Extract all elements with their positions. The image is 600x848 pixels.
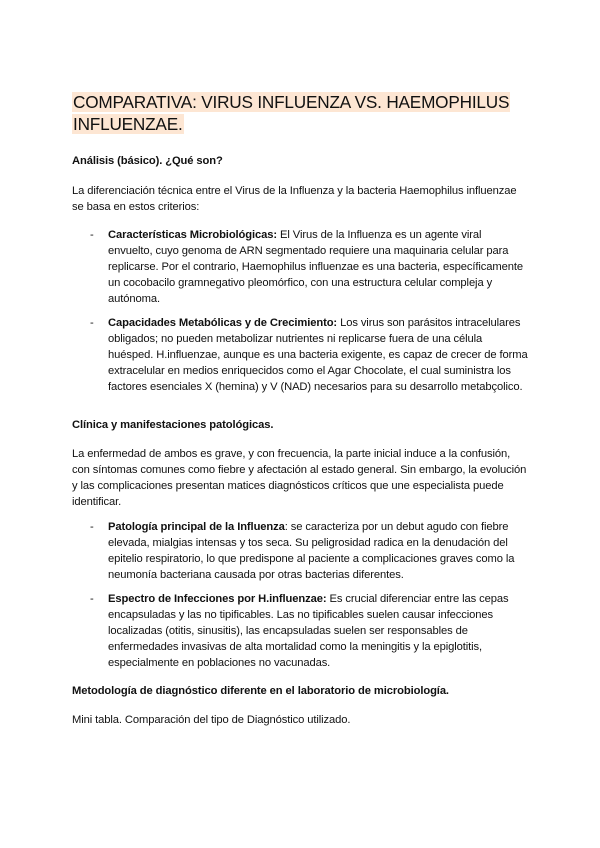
list-item-body: Los virus son parásitos intracelulares obligados; no pueden metabolizar nutrientes ni replicarse fuera de una célula huésped. H.influenzae, aunque es una bacteria exigente, es capaz de crecer de forma extracelular en medios enriquecidos como el Agar Chocolate, el cual suministra los factores esenciales X (hemina) y V (NAD) necesarios para su desarrollo metabçolico. bbox=[108, 317, 528, 393]
list-item-body: El Virus de la Influenza es un agente viral envuelto, cuyo genoma de ARN segmentado requiere una maquinaria celular para replicarse. Por el contrario, Haemophilus influenzae es una bacteria, específicamente un cocobacilo gramnegativo pleomórfico, con una estructura celular compleja y autónoma. bbox=[108, 229, 523, 305]
section-heading-clinica: Clínica y manifestaciones patológicas. bbox=[72, 419, 274, 431]
list-item-lead: Espectro de Infecciones por H.influenzae: bbox=[108, 593, 327, 605]
bullet-marker: - bbox=[90, 521, 94, 533]
list-item-body: Es crucial diferenciar entre las cepas encapsuladas y las no tipificables. Las no tipificables suelen causar infecciones localizadas (otitis, sinusitis), las encapsuladas suelen ser responsables de enfermedades invasivas de alta mortalidad como la meningitis y la epiglotitis, especialmente en poblaciones no vacunadas. bbox=[108, 593, 509, 669]
list-item-capacidades bbox=[90, 315, 528, 395]
list-item-caracteristicas bbox=[90, 227, 528, 307]
list-item-body: : se caracteriza por un debut agudo con fiebre elevada, mialgias intensas y tos seca. Su peligrosidad radica en la denudación del epitelio respiratorio, lo que predispone al paciente a complicaciones graves como la neumonía bacteriana causada por otras bacterias diferentes. bbox=[108, 521, 515, 581]
document-title-text: COMPARATIVA: VIRUS INFLUENZA VS. HAEMOPHILUS INFLUENZAE. bbox=[73, 92, 510, 134]
bullet-marker: - bbox=[90, 317, 94, 329]
bullet-marker: - bbox=[90, 593, 94, 605]
section-intro-metodologia: Mini tabla. Comparación del tipo de Diagnóstico utilizado. bbox=[72, 714, 351, 726]
section-heading-metodologia: Metodología de diagnóstico diferente en el laboratorio de microbiología. bbox=[72, 685, 449, 697]
list-item-lead: Capacidades Metabólicas y de Crecimiento: bbox=[108, 317, 338, 329]
document-title bbox=[72, 91, 512, 135]
bullet-marker: - bbox=[90, 229, 94, 241]
section-heading-analisis: Análisis (básico). ¿Qué son? bbox=[72, 155, 223, 167]
section-intro-analisis: La diferenciación técnica entre el Virus de la Influenza y la bacteria Haemophilus influenzae se basa en estos criterios: bbox=[72, 185, 517, 213]
list-item-patologia bbox=[90, 519, 528, 583]
list-item-lead: Características Microbiológicas: bbox=[108, 229, 278, 241]
list-item-espectro bbox=[90, 591, 528, 671]
list-item-lead: Patología principal de la Influenza bbox=[108, 521, 285, 533]
section-intro-clinica: La enfermedad de ambos es grave, y con frecuencia, la parte inicial induce a la confusión, con síntomas comunes como fiebre y afectación al estado general. Sin embargo, la evolución y las complicaciones presentan matices diagnósticos críticos que une especialista puede identificar. bbox=[72, 448, 527, 508]
